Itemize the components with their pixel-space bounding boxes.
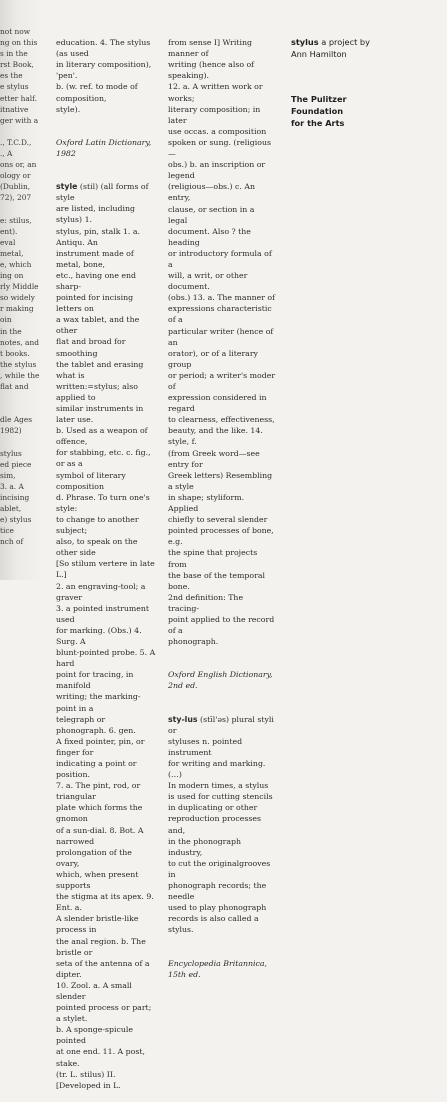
text-column-2	[168, 26, 276, 991]
project-title: stylus	[291, 37, 319, 48]
headword: sty-lus	[168, 714, 198, 724]
source-citation: Oxford Latin Dictionary, 1982	[56, 137, 152, 158]
project-credit	[291, 37, 401, 60]
dictionary-entry-stylus	[168, 714, 276, 936]
entry-text: (stīl'ǝs) plural styli or styluses n. pointed instrument for writing and marking. (…) In modern times, a stylus is used for cutting stencils in duplicating or other reproduction processes and, in the phonograph industry, to cut the originalgrooves in phonograph records; the needle used to play phonograph records is also called a stylus.	[168, 714, 274, 935]
source-citation: Encyclopedia Britannica, 15th ed.	[168, 958, 268, 979]
latin-definition: education. 4. The stylus (as used in literary composition), 'pen'. b. (w. ref. to mode of composition, style).	[56, 38, 152, 114]
previous-page-fragment: not now ng on this s in the rst Book, es the e stylus etter half. itnative ger with a ., T.C.D., ., A ons or, an ology or (Dublin, 72), 207 e: stilus, ent). eval metal, e, which ing on rly Middle so widely r making oin in the notes, and t books. the stylus , while the flat and dle Ages 1982) stylus ed piece sim, 3. a. A incising ablet, e) stylus tice nch of	[0, 27, 40, 547]
entry-text: (stil) (all forms of style are listed, including stylus) 1. stylus, pin, stalk 1. a. Antiqu. An instrument made of metal, bone, etc., having one end sharp- pointed for incising letters on a wax tablet, and the other flat and broad for smoothing the tablet and erasing what is written:=stylus; also applied to similar instruments in later use. b. Used as a weapon of offence, for stabbing, etc. c. fig., or as a symbol of literary composition d. Phrase. To turn one's style: to change to another subject; also, to speak on the other side [So stilum vertere in late L.] 2. an engraving-tool; a graver 3. a pointed instrument used for marking. (Obs.) 4. Surg. A blunt-pointed probe. 5. A hard point for tracing, in manifold writing; the marking-point in a telegraph or phonograph. 6. gen. A fixed pointer, pin, or finger for indicating a point or position. 7. a. The pint, rod, or triangular plate which forms the gnomon of a sun-dial. 8. Bot. A narrowed prolongation of the ovary, which, when present supports the stigma at its apex. 9. Ent. a. A slender bristle-like process in the anal region. b. The bristle or seta of the antenna of a dipter. 10. Zool. a. A small slender pointed process or part; a stylet. b. A sponge-spicule pointed at one end. 11. A post, stake. (tr. L. stilus) II. [Developed in L.	[56, 182, 156, 1090]
foundation-name: The Pulitzer Foundation for the Arts	[291, 94, 347, 128]
source-citation: Oxford English Dictionary, 2nd ed.	[168, 670, 273, 691]
project-byline: a project by Ann Hamilton	[291, 37, 370, 59]
entry-continuation: from sense I] Writing manner of writing (hence also of speaking). 12. a. A written work or works; literary composition; in later use occas. a composition spoken or sung. (religious— obs.) b. an inscription or legend (religious—obs.) c. An entry, clause, or section in a legal document. Also ? the heading or introductory formula of a will, a writ, or other document. (obs.) 13. a. The manner of expressions characteristic of a particular writer (hence of an orator), or of a literary group or period; a writer's moder of expression considered in regard to clearness, effectiveness, beauty, and the like. 14. style, f. (from Greek word—see entry for Greek letters) Resembling a style in shape; styliform. Applied chiefly to several slender pointed processes of bone, e.g. the spine that projects from the base of the temporal bone. 2nd definition: The tracing- point applied to the record of a phonograph.	[168, 38, 276, 647]
text-column-1	[56, 26, 156, 1102]
dictionary-entry-style	[56, 181, 156, 1091]
credits-column	[291, 26, 401, 140]
headword: style	[56, 182, 78, 192]
